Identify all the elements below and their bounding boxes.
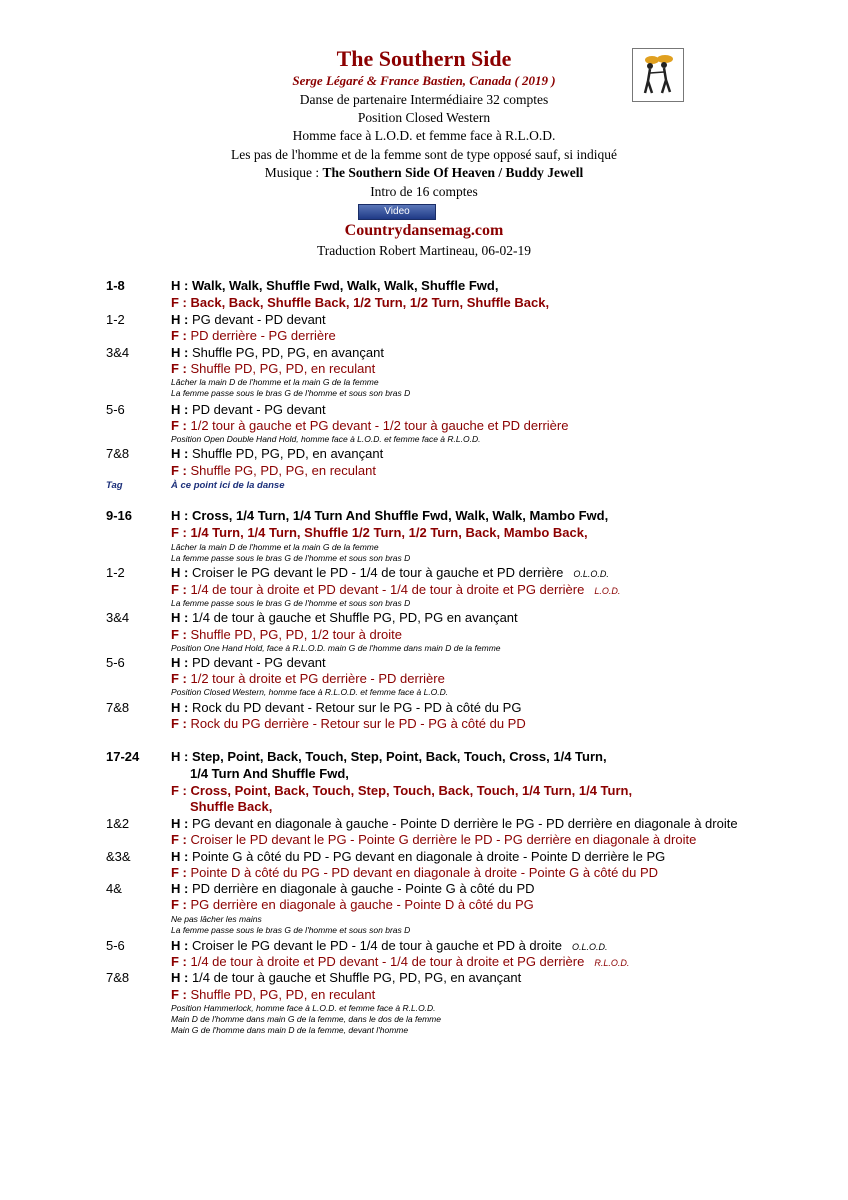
section-note: La femme passe sous le bras G de l'homme et sous son bras D	[171, 553, 411, 563]
man-step: H : PD devant - PG devant	[171, 402, 326, 417]
man-step: H : Shuffle PD, PG, PD, en avançant	[171, 446, 384, 461]
man-step: H : 1/4 de tour à gauche et Shuffle PG, PD, PG, en avançant	[171, 970, 522, 985]
section-title-man-cont: 1/4 Turn And Shuffle Fwd,	[190, 766, 349, 781]
step-count: 7&8	[106, 700, 130, 715]
man-step: H : Croiser le PG devant le PD - 1/4 de tour à gauche et PD derrière O.L.O.D.	[171, 565, 609, 580]
step-note: Main G de l'homme dans main D de la femme, devant l'homme	[171, 1025, 409, 1035]
step-count: &3&	[106, 849, 131, 864]
direction-label: L.O.D.	[594, 586, 621, 596]
step-count: 5-6	[106, 938, 125, 953]
man-step: H : Croiser le PG devant le PD - 1/4 de tour à gauche et PD à droite O.L.O.D.	[171, 938, 608, 953]
step-count: 5-6	[106, 655, 125, 670]
section-note: Lâcher la main D de l'homme et la main G de la femme	[171, 542, 379, 552]
section-title-woman: F : Back, Back, Shuffle Back, 1/2 Turn, 1/2 Turn, Shuffle Back,	[171, 295, 550, 310]
step-note: La femme passe sous le bras G de l'homme et sous son bras D	[171, 925, 411, 935]
step-note: Lâcher la main D de l'homme et la main G de la femme	[171, 377, 379, 387]
section-count: 9-16	[106, 508, 133, 523]
section-title-woman: F : Cross, Point, Back, Touch, Step, Touch, Back, Touch, 1/4 Turn, 1/4 Turn,	[171, 783, 633, 798]
starting-position: Position Closed Western	[357, 110, 491, 125]
choreographers: Serge Légaré & France Bastien, Canada ( 2019 )	[292, 73, 556, 88]
step-count: 3&4	[106, 610, 130, 625]
translation-credit: Traduction Robert Martineau, 06-02-19	[317, 243, 531, 258]
man-step: H : 1/4 de tour à gauche et Shuffle PG, PD, PG en avançant	[171, 610, 518, 625]
dance-title: The Southern Side	[336, 46, 512, 71]
facing-directions: Homme face à L.O.D. et femme face à R.L.O.D.	[292, 128, 556, 143]
woman-step: F : Shuffle PD, PG, PD, en reculant	[171, 987, 376, 1002]
section-count: 17-24	[106, 749, 140, 764]
step-count: 5-6	[106, 402, 125, 417]
direction-label: O.L.O.D.	[573, 569, 609, 579]
step-note: La femme passe sous le bras G de l'homme et sous son bras D	[171, 388, 411, 398]
steps-note: Les pas de l'homme et de la femme sont de type opposé sauf, si indiqué	[231, 147, 617, 162]
man-step: H : PG devant en diagonale à gauche - Pointe D derrière le PG - PD derrière en diagonale à droite	[171, 816, 738, 831]
music-line	[0, 165, 848, 181]
step-count: 1&2	[106, 816, 130, 831]
woman-step: F : Rock du PG derrière - Retour sur le PD - PG à côté du PD	[171, 716, 526, 731]
woman-step: F : 1/2 tour à droite et PG derrière - PD derrière	[171, 671, 445, 686]
woman-step: F : Pointe D à côté du PG - PD devant en diagonale à droite - Pointe G à côté du PD	[171, 865, 659, 880]
woman-step: F : PD derrière - PG derrière	[171, 328, 336, 343]
man-step: H : PD derrière en diagonale à gauche - Pointe G à côté du PD	[171, 881, 535, 896]
man-step: H : Rock du PD devant - Retour sur le PG - PD à côté du PG	[171, 700, 522, 715]
step-count: 7&8	[106, 970, 130, 985]
step-note: Main D de l'homme dans main G de la femme, dans le dos de la femme	[171, 1014, 441, 1024]
woman-step: F : Shuffle PD, PG, PD, en reculant	[171, 361, 376, 376]
woman-step: F : 1/4 de tour à droite et PD devant - 1/4 de tour à droite et PG derrière L.O.D.	[171, 582, 621, 597]
section-count: 1-8	[106, 278, 125, 293]
dancers-logo-icon	[632, 48, 684, 102]
website-link[interactable]: Countrydansemag.com	[344, 222, 504, 239]
step-note: Position One Hand Hold, face à R.L.O.D. main G de l'homme dans main D de la femme	[171, 643, 501, 653]
video-button[interactable]: Video	[358, 204, 436, 220]
step-count: 3&4	[106, 345, 130, 360]
intro-line: Intro de 16 comptes	[370, 184, 478, 199]
tag-label: Tag	[106, 480, 123, 491]
section-title-woman: F : 1/4 Turn, 1/4 Turn, Shuffle 1/2 Turn, 1/2 Turn, Back, Mambo Back,	[171, 525, 588, 540]
step-note: Position Closed Western, homme face à R.L.O.D. et femme face à L.O.D.	[171, 687, 449, 697]
section-title-man: H : Step, Point, Back, Touch, Step, Point, Back, Touch, Cross, 1/4 Turn,	[171, 749, 607, 764]
section-title-man: H : Walk, Walk, Shuffle Fwd, Walk, Walk, Shuffle Fwd,	[171, 278, 499, 293]
man-step: H : PD devant - PG devant	[171, 655, 326, 670]
tag-note: À ce point ici de la danse	[171, 480, 285, 491]
man-step: H : Shuffle PG, PD, PG, en avançant	[171, 345, 384, 360]
step-note: La femme passe sous le bras G de l'homme et sous son bras D	[171, 598, 411, 608]
step-count: 4&	[106, 881, 122, 896]
step-count: 1-2	[106, 565, 125, 580]
woman-step: F : Shuffle PG, PD, PG, en reculant	[171, 463, 376, 478]
step-note: Position Open Double Hand Hold, homme face à L.O.D. et femme face à R.L.O.D.	[171, 434, 481, 444]
direction-label: O.L.O.D.	[571, 942, 608, 952]
woman-step: F : 1/2 tour à gauche et PG devant - 1/2 tour à gauche et PD derrière	[171, 418, 569, 433]
music-label: Musique :	[264, 165, 323, 180]
music-title: The Southern Side Of Heaven / Buddy Jewell	[322, 165, 584, 180]
step-count: 7&8	[106, 446, 130, 461]
step-count: 1-2	[106, 312, 125, 327]
woman-step: F : PG derrière en diagonale à gauche - Pointe D à côté du PG	[171, 897, 534, 912]
woman-step: F : Croiser le PD devant le PG - Pointe G derrière le PD - PG derrière en diagonale à droite	[171, 832, 697, 847]
woman-step: F : Shuffle PD, PG, PD, 1/2 tour à droite	[171, 627, 402, 642]
step-note: Ne pas lâcher les mains	[171, 914, 262, 924]
step-note: Position Hammerlock, homme face à L.O.D. et femme face à R.L.O.D.	[171, 1003, 436, 1013]
man-step: H : PG devant - PD devant	[171, 312, 326, 327]
section-title-woman-cont: Shuffle Back,	[190, 799, 273, 814]
man-step: H : Pointe G à côté du PD - PG devant en diagonale à droite - Pointe D derrière le PG	[171, 849, 666, 864]
direction-label: R.L.O.D.	[594, 958, 630, 968]
section-title-man: H : Cross, 1/4 Turn, 1/4 Turn And Shuffle Fwd, Walk, Walk, Mambo Fwd,	[171, 508, 609, 523]
dance-info: Danse de partenaire Intermédiaire 32 comptes	[299, 92, 549, 107]
woman-step: F : 1/4 de tour à droite et PD devant - 1/4 de tour à droite et PG derrière R.L.O.D.	[171, 954, 630, 969]
